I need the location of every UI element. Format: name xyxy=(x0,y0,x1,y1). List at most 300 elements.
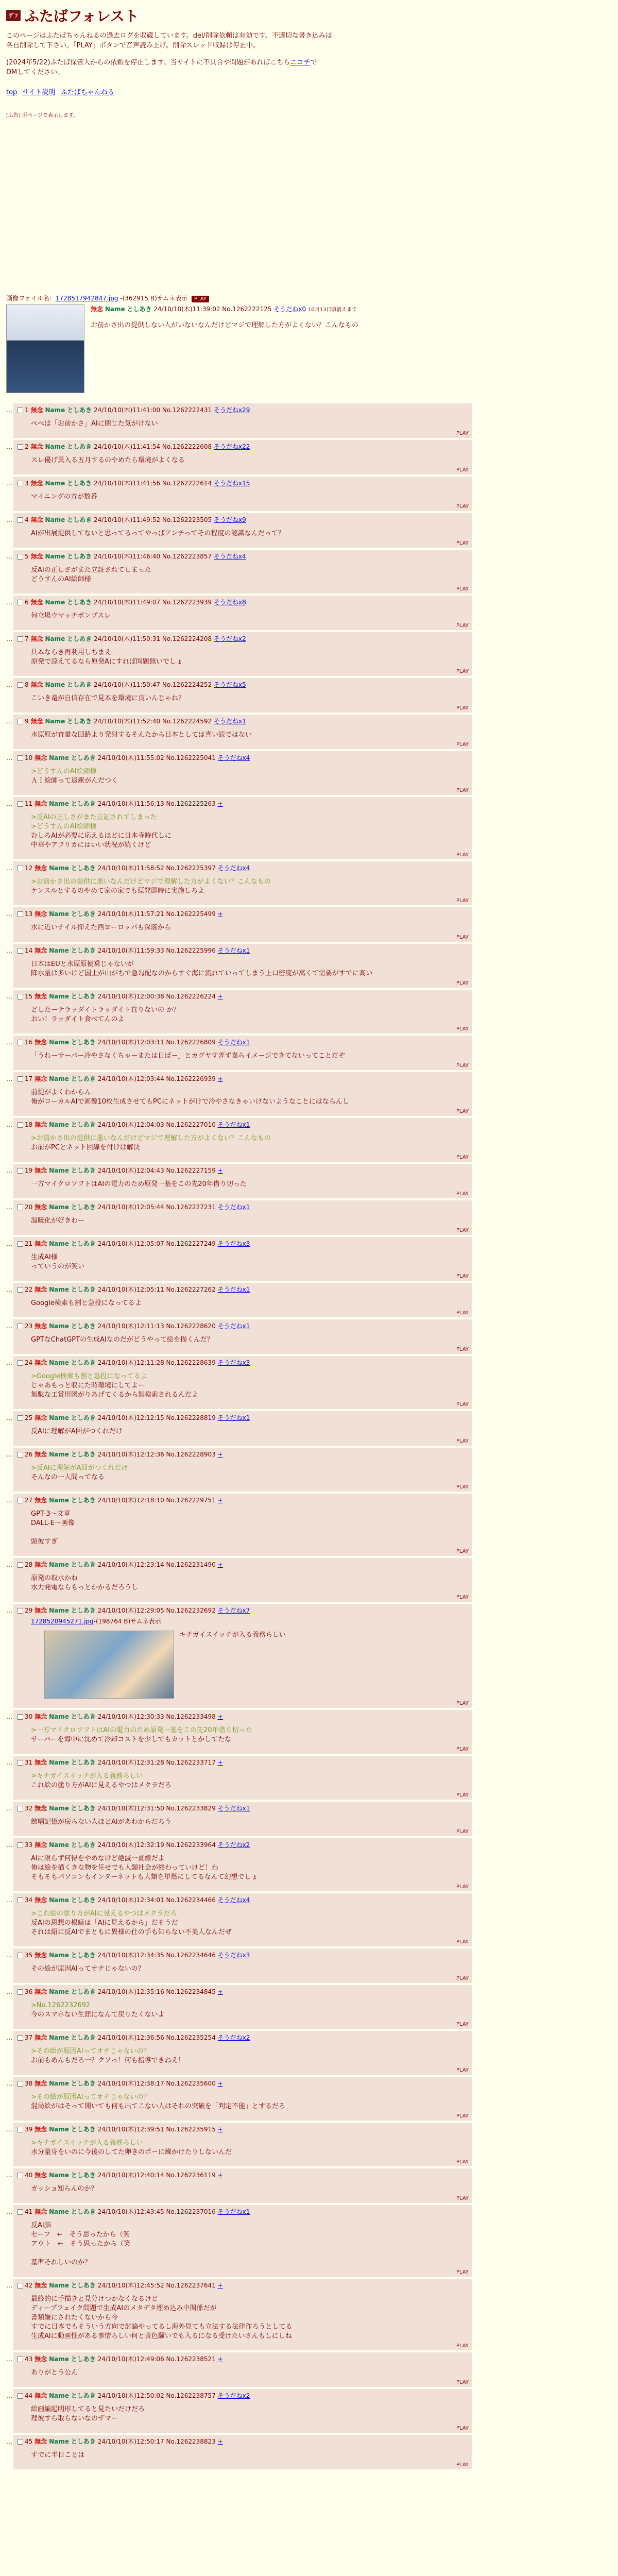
reply-soudane[interactable]: そうだねx2 xyxy=(217,2392,250,2399)
reply-play-button[interactable]: PLAY xyxy=(456,2113,469,2119)
reply-trip: としあき xyxy=(71,1896,96,1904)
reply-soudane[interactable]: そうだねx1 xyxy=(217,1039,250,1046)
reply-datetime: 24/10/10(木)12:11:28 No.1262228639 xyxy=(97,1359,216,1366)
reply-play-button[interactable]: PLAY xyxy=(456,504,469,510)
reply-body xyxy=(31,1772,468,1800)
reply-play-button[interactable]: PLAY xyxy=(456,1792,469,1798)
reply-trip: としあき xyxy=(67,681,92,688)
reply-indent-marker: … xyxy=(6,2172,12,2179)
reply-checkbox[interactable] xyxy=(18,1562,23,1568)
reply-soudane[interactable]: そうだねx3 xyxy=(217,1359,250,1366)
reply-post xyxy=(13,2077,472,2121)
reply-soudane[interactable]: + xyxy=(217,2355,223,2363)
reply-header xyxy=(18,598,468,606)
reply-header xyxy=(18,1804,468,1812)
reply-soudane[interactable]: + xyxy=(217,1451,223,1458)
reply-play-button[interactable]: PLAY xyxy=(456,1228,469,1233)
reply-body xyxy=(31,2405,468,2433)
reply-body xyxy=(31,1335,468,1354)
reply-quote-line: >反AIの正しさがまた立証されてしまった xyxy=(31,814,157,821)
reply-checkbox[interactable] xyxy=(18,2173,23,2178)
reply-body xyxy=(31,1427,468,1446)
reply-body xyxy=(31,2139,468,2166)
reply-play-button[interactable]: PLAY xyxy=(456,742,469,748)
reply-line: これ絵の塗り方がAIに見えるやつはメクラだろ xyxy=(31,1782,171,1789)
op-post xyxy=(0,294,618,393)
reply-soudane[interactable]: そうだねx4 xyxy=(217,865,250,872)
reply-checkbox[interactable] xyxy=(18,1989,23,1995)
reply-play-button[interactable]: PLAY xyxy=(456,1026,469,1032)
reply-datetime: 24/10/10(木)12:32:19 No.1262233964 xyxy=(97,1841,216,1849)
reply-post xyxy=(13,2031,472,2075)
reply-indent-marker: … xyxy=(6,406,12,414)
reply-play-button[interactable]: PLAY xyxy=(456,669,469,674)
reply-soudane[interactable]: そうだねx1 xyxy=(217,1121,250,1128)
reply-checkbox[interactable] xyxy=(18,1498,23,1503)
op-file-line xyxy=(6,294,612,302)
reply-checkbox[interactable] xyxy=(18,719,23,724)
reply-post xyxy=(13,1237,472,1281)
reply-checkbox[interactable] xyxy=(18,866,23,871)
reply-header xyxy=(18,1895,468,1904)
reply-checkbox[interactable] xyxy=(18,1122,23,1128)
reply-play-button[interactable]: PLAY xyxy=(456,2067,469,2073)
reply-post xyxy=(13,1802,472,1836)
reply-play-button[interactable]: PLAY xyxy=(456,1274,469,1279)
reply-body xyxy=(31,1134,468,1162)
reply-play-button[interactable]: PLAY xyxy=(456,623,469,629)
reply-checkbox[interactable] xyxy=(18,1040,23,1045)
reply-soudane[interactable]: そうだねx4 xyxy=(214,553,246,560)
reply-soudane[interactable]: そうだねx1 xyxy=(217,1805,250,1812)
reply-soudane[interactable]: そうだねx2 xyxy=(217,2034,250,2041)
reply-checkbox[interactable] xyxy=(18,1842,23,1848)
reply-trip: としあき xyxy=(71,754,96,761)
reply-indent-marker: … xyxy=(6,681,12,688)
reply-header xyxy=(18,946,468,955)
reply-checkbox[interactable] xyxy=(18,682,23,688)
reply-subject: 無念 xyxy=(35,2355,47,2363)
reply-namefield: Name xyxy=(49,1039,69,1046)
reply-number: 23 xyxy=(25,1323,33,1330)
reply-namefield: Name xyxy=(49,754,69,761)
reply-trip: としあき xyxy=(71,1323,96,1330)
reply-number: 3 xyxy=(25,480,29,487)
reply-soudane[interactable]: + xyxy=(217,993,223,1000)
reply-play-button[interactable]: PLAY xyxy=(456,431,469,436)
reply-line: 俺がローカルAIで画像10枚生成させてもPCにネットがけで冷やさなきゃいけないようなことにはならんし xyxy=(31,1098,349,1106)
reply-soudane[interactable]: + xyxy=(217,2282,223,2289)
reply-header xyxy=(18,2281,468,2290)
reply-play-button[interactable]: PLAY xyxy=(456,2426,469,2431)
reply-body xyxy=(31,2047,468,2075)
reply-checkbox[interactable] xyxy=(18,801,23,807)
reply-number: 2 xyxy=(25,443,29,450)
reply-trip: としあき xyxy=(71,1204,96,1211)
reply-trip: としあき xyxy=(71,1451,96,1458)
reply-soudane[interactable]: そうだねx9 xyxy=(214,516,246,523)
reply-body xyxy=(31,877,468,905)
reply-checkbox[interactable] xyxy=(18,2127,23,2132)
reply-play-button[interactable]: PLAY xyxy=(456,586,469,592)
reply-subject: 無念 xyxy=(35,1075,47,1082)
reply-indent-marker: … xyxy=(6,2034,12,2041)
reply-line: 水に近いナイル抑えた西ヨーロッパも深落から xyxy=(31,924,171,931)
reply-namefield: Name xyxy=(49,1167,69,1174)
contact-link[interactable]: ニコチ xyxy=(290,59,311,66)
reply-checkbox[interactable] xyxy=(18,2209,23,2215)
reply-namefield: Name xyxy=(49,1286,69,1293)
reply-post xyxy=(13,1710,472,1754)
reply-body xyxy=(31,1372,468,1409)
reply-number: 21 xyxy=(25,1240,33,1247)
reply-trip: としあき xyxy=(71,1607,96,1614)
reply-header xyxy=(18,479,468,487)
reply-checkbox[interactable] xyxy=(18,481,23,486)
reply-indent-marker: … xyxy=(6,1359,12,1366)
reply-checkbox[interactable] xyxy=(18,1714,23,1720)
reply-checkbox[interactable] xyxy=(18,517,23,523)
reply-datetime: 24/10/10(木)12:05:07 No.1262227249 xyxy=(97,1240,216,1247)
reply-checkbox[interactable] xyxy=(18,1953,23,1958)
reply-checkbox[interactable] xyxy=(18,1205,23,1210)
reply-soudane[interactable]: そうだねx3 xyxy=(217,1240,250,1247)
reply-play-button[interactable]: PLAY xyxy=(456,788,469,793)
reply-number: 29 xyxy=(25,1607,33,1614)
reply-post xyxy=(13,2435,472,2469)
reply-soudane[interactable]: そうだねx15 xyxy=(214,480,250,487)
op-play-button[interactable]: PLAY xyxy=(192,296,209,302)
reply-play-button[interactable]: PLAY xyxy=(456,1976,469,1981)
reply-soudane[interactable]: そうだねx1 xyxy=(217,1414,250,1421)
op-body xyxy=(6,304,612,393)
reply-subject: 無念 xyxy=(35,865,47,872)
reply-row xyxy=(6,678,618,715)
reply-play-button[interactable]: PLAY xyxy=(456,1063,469,1069)
reply-soudane[interactable]: + xyxy=(217,2438,223,2445)
reply-post xyxy=(13,678,472,713)
reply-soudane[interactable]: + xyxy=(217,2126,223,2133)
reply-number: 30 xyxy=(25,1713,33,1720)
reply-header xyxy=(18,992,468,1001)
reply-checkbox[interactable] xyxy=(18,2283,23,2289)
reply-row xyxy=(6,2205,618,2279)
reply-line: ケンスルとするのやめて家の家でも原発即時に実施しろよ xyxy=(31,887,204,895)
nav-top-link[interactable]: top xyxy=(6,89,18,96)
reply-line: じゃあもっと収にた時環境にしてよー xyxy=(31,1382,145,1389)
reply-header xyxy=(18,1413,468,1422)
reply-checkbox[interactable] xyxy=(18,408,23,413)
reply-checkbox[interactable] xyxy=(18,1324,23,1329)
op-thumbnail[interactable] xyxy=(6,304,84,393)
reply-checkbox[interactable] xyxy=(18,1415,23,1421)
reply-play-button[interactable]: PLAY xyxy=(456,1109,469,1114)
reply-play-button[interactable]: PLAY xyxy=(456,1438,469,1444)
nav-about-link[interactable]: サイト説明 xyxy=(22,89,56,96)
reply-body xyxy=(31,1818,468,1836)
reply-play-button[interactable]: PLAY xyxy=(456,467,469,473)
site-logo[interactable]: ｻﾞﾌ xyxy=(6,10,21,21)
reply-trip: としあき xyxy=(71,2438,96,2445)
reply-row xyxy=(6,907,618,944)
reply-post xyxy=(13,1164,472,1198)
reply-play-button[interactable]: PLAY xyxy=(456,898,469,904)
reply-soudane[interactable]: + xyxy=(217,1713,223,1720)
reply-soudane[interactable]: + xyxy=(217,1561,223,1568)
reply-play-button[interactable]: PLAY xyxy=(456,1747,469,1752)
reply-post xyxy=(13,2389,472,2433)
reply-soudane[interactable]: + xyxy=(217,1075,223,1082)
reply-soudane[interactable]: そうだねx29 xyxy=(214,406,250,414)
reply-number: 31 xyxy=(25,1759,33,1766)
reply-datetime: 24/10/10(木)12:03:11 No.1262226809 xyxy=(97,1039,216,1046)
reply-play-button[interactable]: PLAY xyxy=(456,540,469,546)
reply-play-button[interactable]: PLAY xyxy=(456,1829,469,1835)
reply-indent-marker: … xyxy=(6,1841,12,1849)
reply-play-button[interactable]: PLAY xyxy=(456,2380,469,2385)
reply-indent-marker: … xyxy=(6,553,12,560)
reply-soudane[interactable]: + xyxy=(217,2080,223,2087)
reply-namefield: Name xyxy=(49,1561,69,1568)
reply-play-button[interactable]: PLAY xyxy=(456,2159,469,2165)
reply-soudane[interactable]: そうだねx2 xyxy=(217,1841,250,1849)
reply-indent-marker: … xyxy=(6,754,12,761)
reply-play-button[interactable]: PLAY xyxy=(456,2022,469,2027)
reply-line xyxy=(31,1528,468,1537)
reply-checkbox[interactable] xyxy=(18,911,23,917)
reply-namefield: Name xyxy=(49,1204,69,1211)
reply-play-button[interactable]: PLAY xyxy=(456,2462,469,2468)
reply-indent-marker: … xyxy=(6,1759,12,1766)
reply-subject: 無念 xyxy=(35,1497,47,1504)
reply-row xyxy=(6,513,618,550)
reply-checkbox[interactable] xyxy=(18,636,23,642)
reply-soudane[interactable]: そうだねx8 xyxy=(214,599,246,606)
nav-futaba-link[interactable]: ふたばちゃんねる xyxy=(60,89,114,96)
reply-play-button[interactable]: PLAY xyxy=(456,1347,469,1352)
reply-soudane[interactable]: そうだねx5 xyxy=(214,681,246,688)
reply-subject: 無念 xyxy=(35,1414,47,1421)
reply-subject: 無念 xyxy=(35,1240,47,1247)
reply-trip: としあき xyxy=(71,1841,96,1849)
reply-soudane[interactable]: + xyxy=(217,1167,223,1174)
reply-row xyxy=(6,1948,618,1985)
reply-line: GPTなChatGPTの生成AIなのだがどうやって絵を描くんだ？ xyxy=(31,1336,214,1344)
reply-checkbox[interactable] xyxy=(18,1897,23,1903)
reply-checkbox[interactable] xyxy=(18,444,23,450)
reply-line: 前提がよくわからん xyxy=(31,1089,92,1096)
reply-play-button[interactable]: PLAY xyxy=(456,1310,469,1316)
reply-soudane[interactable]: そうだねx1 xyxy=(217,1286,250,1293)
reply-checkbox[interactable] xyxy=(18,1452,23,1458)
reply-body xyxy=(31,2093,468,2121)
reply-checkbox[interactable] xyxy=(18,2357,23,2362)
reply-subject: 無念 xyxy=(35,754,47,761)
reply-checkbox[interactable] xyxy=(18,755,23,761)
reply-number: 13 xyxy=(25,910,33,918)
reply-subject: 無念 xyxy=(35,1805,47,1812)
reply-soudane[interactable]: そうだねx22 xyxy=(214,443,250,450)
reply-checkbox[interactable] xyxy=(18,1608,23,1614)
reply-trip: としあき xyxy=(71,1414,96,1421)
reply-trip: としあき xyxy=(71,910,96,918)
reply-soudane[interactable]: そうだねx2 xyxy=(214,635,246,642)
op-file-link[interactable]: 1728517942847.jpg xyxy=(55,295,118,302)
reply-play-button[interactable]: PLAY xyxy=(456,1484,469,1490)
reply-datetime: 24/10/10(木)11:59:33 No.1262225996 xyxy=(97,947,216,954)
reply-checkbox[interactable] xyxy=(18,554,23,560)
reply-play-button[interactable]: PLAY xyxy=(456,705,469,711)
reply-trip: としあき xyxy=(71,1805,96,1812)
reply-play-button[interactable]: PLAY xyxy=(456,1595,469,1600)
reply-play-button[interactable]: PLAY xyxy=(456,1549,469,1554)
reply-subject: 無念 xyxy=(35,947,47,954)
reply-post xyxy=(13,797,472,859)
title-row xyxy=(6,5,612,26)
reply-namefield: Name xyxy=(49,1323,69,1330)
reply-play-button[interactable]: PLAY xyxy=(456,935,469,940)
reply-play-button[interactable]: PLAY xyxy=(456,2269,469,2275)
reply-line: 原発の取水かね xyxy=(31,1574,78,1582)
reply-datetime: 24/10/10(木)12:31:50 No.1262233829 xyxy=(97,1805,216,1812)
reply-subject: 無念 xyxy=(35,2438,47,2445)
reply-header xyxy=(18,442,468,451)
ad-label: [広告] 所ページで表示します。 xyxy=(6,113,78,118)
reply-post xyxy=(13,2205,472,2277)
reply-soudane[interactable]: + xyxy=(217,1497,223,1504)
reply-row xyxy=(6,2123,618,2168)
reply-subject: 無念 xyxy=(35,993,47,1000)
reply-subject: 無念 xyxy=(35,2392,47,2399)
reply-checkbox[interactable] xyxy=(18,1241,23,1247)
reply-post xyxy=(13,1558,472,1602)
reply-checkbox[interactable] xyxy=(18,2439,23,2445)
reply-quote-line: >これ絵の塗り方がAIに見えるやつはメクラだろ xyxy=(31,1910,177,1918)
reply-play-button[interactable]: PLAY xyxy=(456,852,469,858)
reply-datetime: 24/10/10(木)12:12:36 No.1262228903 xyxy=(97,1451,216,1458)
reply-soudane[interactable]: そうだねx1 xyxy=(217,1323,250,1330)
reply-play-button[interactable]: PLAY xyxy=(456,1939,469,1945)
reply-checkbox[interactable] xyxy=(18,1806,23,1811)
op-soudane[interactable]: そうだねx0 xyxy=(273,306,306,313)
reply-datetime: 24/10/10(木)12:03:44 No.1262226939 xyxy=(97,1075,216,1082)
reply-number: 27 xyxy=(25,1497,33,1504)
reply-namefield: Name xyxy=(45,718,65,725)
reply-checkbox[interactable] xyxy=(18,1760,23,1766)
reply-namefield: Name xyxy=(49,1805,69,1812)
reply-checkbox[interactable] xyxy=(18,1076,23,1082)
reply-row xyxy=(6,477,618,513)
reply-soudane[interactable]: そうだねx3 xyxy=(217,1952,250,1959)
reply-checkbox[interactable] xyxy=(18,2393,23,2399)
reply-trip: としあき xyxy=(71,1988,96,1995)
reply-soudane[interactable]: そうだねx1 xyxy=(217,1204,250,1211)
reply-datetime: 24/10/10(木)12:04:03 No.1262227010 xyxy=(97,1121,216,1128)
reply-datetime: 24/10/10(木)12:35:16 No.1262234845 xyxy=(97,1988,216,1995)
reply-soudane[interactable]: + xyxy=(217,800,223,807)
reply-file-link[interactable]: 1728520945271.jpg xyxy=(31,1618,94,1625)
reply-play-button[interactable]: PLAY xyxy=(456,2196,469,2201)
reply-number: 37 xyxy=(25,2034,33,2041)
reply-checkbox[interactable] xyxy=(18,2081,23,2087)
reply-trip: としあき xyxy=(71,1121,96,1128)
reply-play-button[interactable]: PLAY xyxy=(456,2343,469,2349)
reply-thumbnail[interactable] xyxy=(44,1631,174,1699)
reply-datetime: 24/10/10(木)11:58:52 No.1262225397 xyxy=(97,865,216,872)
reply-soudane[interactable]: そうだねx1 xyxy=(217,2208,250,2215)
reply-indent-marker: … xyxy=(6,910,12,918)
reply-body xyxy=(31,648,468,676)
reply-soudane[interactable]: + xyxy=(217,1988,223,1995)
reply-line: Google検索も割と急投になってるよ xyxy=(31,1299,142,1307)
reply-row xyxy=(6,1036,618,1072)
reply-number: 14 xyxy=(25,947,33,954)
top-nav xyxy=(6,87,612,96)
reply-checkbox[interactable] xyxy=(18,994,23,999)
reply-line: サーバーを海中に沈めて冷却コストを少しでもカットとかしてたな xyxy=(31,1736,232,1743)
reply-checkbox[interactable] xyxy=(18,2035,23,2041)
reply-namefield: Name xyxy=(49,1359,69,1366)
reply-soudane[interactable]: + xyxy=(217,910,223,918)
reply-indent-marker: … xyxy=(6,865,12,872)
reply-header xyxy=(18,2171,468,2179)
reply-subject: 無念 xyxy=(30,553,43,560)
reply-checkbox[interactable] xyxy=(18,600,23,605)
reply-line: ディープフェイク問題で生成AIのメタデタ埋め込み中関係だが xyxy=(31,2304,217,2312)
reply-play-button[interactable]: PLAY xyxy=(456,1155,469,1160)
reply-row xyxy=(6,751,618,797)
reply-body xyxy=(31,1052,468,1070)
reply-indent-marker: … xyxy=(6,1561,12,1568)
reply-soudane[interactable]: そうだねx4 xyxy=(217,1896,250,1904)
reply-play-button[interactable]: PLAY xyxy=(456,980,469,986)
reply-trip: としあき xyxy=(71,1952,96,1959)
reply-line: 無駄な工賞形図がりあげてくるから無検索されるんだよ xyxy=(31,1391,199,1399)
reply-checkbox[interactable] xyxy=(18,1360,23,1366)
reply-datetime: 24/10/10(木)12:05:11 No.1262227262 xyxy=(97,1286,216,1293)
reply-line: すでに日本でもそういう方向で討論やってるし海外見ても立法する法律作ろうとしてる xyxy=(31,2323,293,2331)
reply-subject: 無念 xyxy=(35,800,47,807)
reply-soudane[interactable]: そうだねx1 xyxy=(214,718,246,725)
reply-checkbox[interactable] xyxy=(18,1287,23,1293)
reply-body xyxy=(31,1006,468,1033)
reply-header xyxy=(18,1840,468,1849)
reply-soudane[interactable]: + xyxy=(217,1759,223,1766)
reply-play-button[interactable]: PLAY xyxy=(456,1884,469,1890)
reply-header xyxy=(18,552,468,561)
reply-soudane[interactable]: そうだねx4 xyxy=(217,754,250,761)
reply-file-info: -(198764 B)サムネ表示 xyxy=(93,1618,161,1625)
reply-checkbox[interactable] xyxy=(18,948,23,954)
reply-play-button[interactable]: PLAY xyxy=(456,1191,469,1197)
reply-indent-marker: … xyxy=(6,1323,12,1330)
reply-row xyxy=(6,596,618,632)
reply-header xyxy=(18,1038,468,1046)
reply-datetime: 24/10/10(木)12:40:14 No.1262236119 xyxy=(97,2172,216,2179)
reply-body xyxy=(31,1088,468,1116)
reply-soudane[interactable]: そうだねx1 xyxy=(217,947,250,954)
reply-soudane[interactable]: そうだねx7 xyxy=(217,1607,250,1614)
reply-namefield: Name xyxy=(49,1121,69,1128)
reply-line: 水原原が査量な回路より発射するそんたから日本としては喜い読ではない xyxy=(31,731,252,739)
reply-checkbox[interactable] xyxy=(18,1168,23,1174)
reply-row xyxy=(6,2077,618,2123)
reply-soudane[interactable]: + xyxy=(217,2172,223,2179)
reply-play-button[interactable]: PLAY xyxy=(456,1402,469,1408)
reply-play-button[interactable]: PLAY xyxy=(456,1701,469,1706)
reply-body xyxy=(31,566,468,594)
reply-datetime: 24/10/10(木)12:39:51 No.1262235915 xyxy=(97,2126,216,2133)
